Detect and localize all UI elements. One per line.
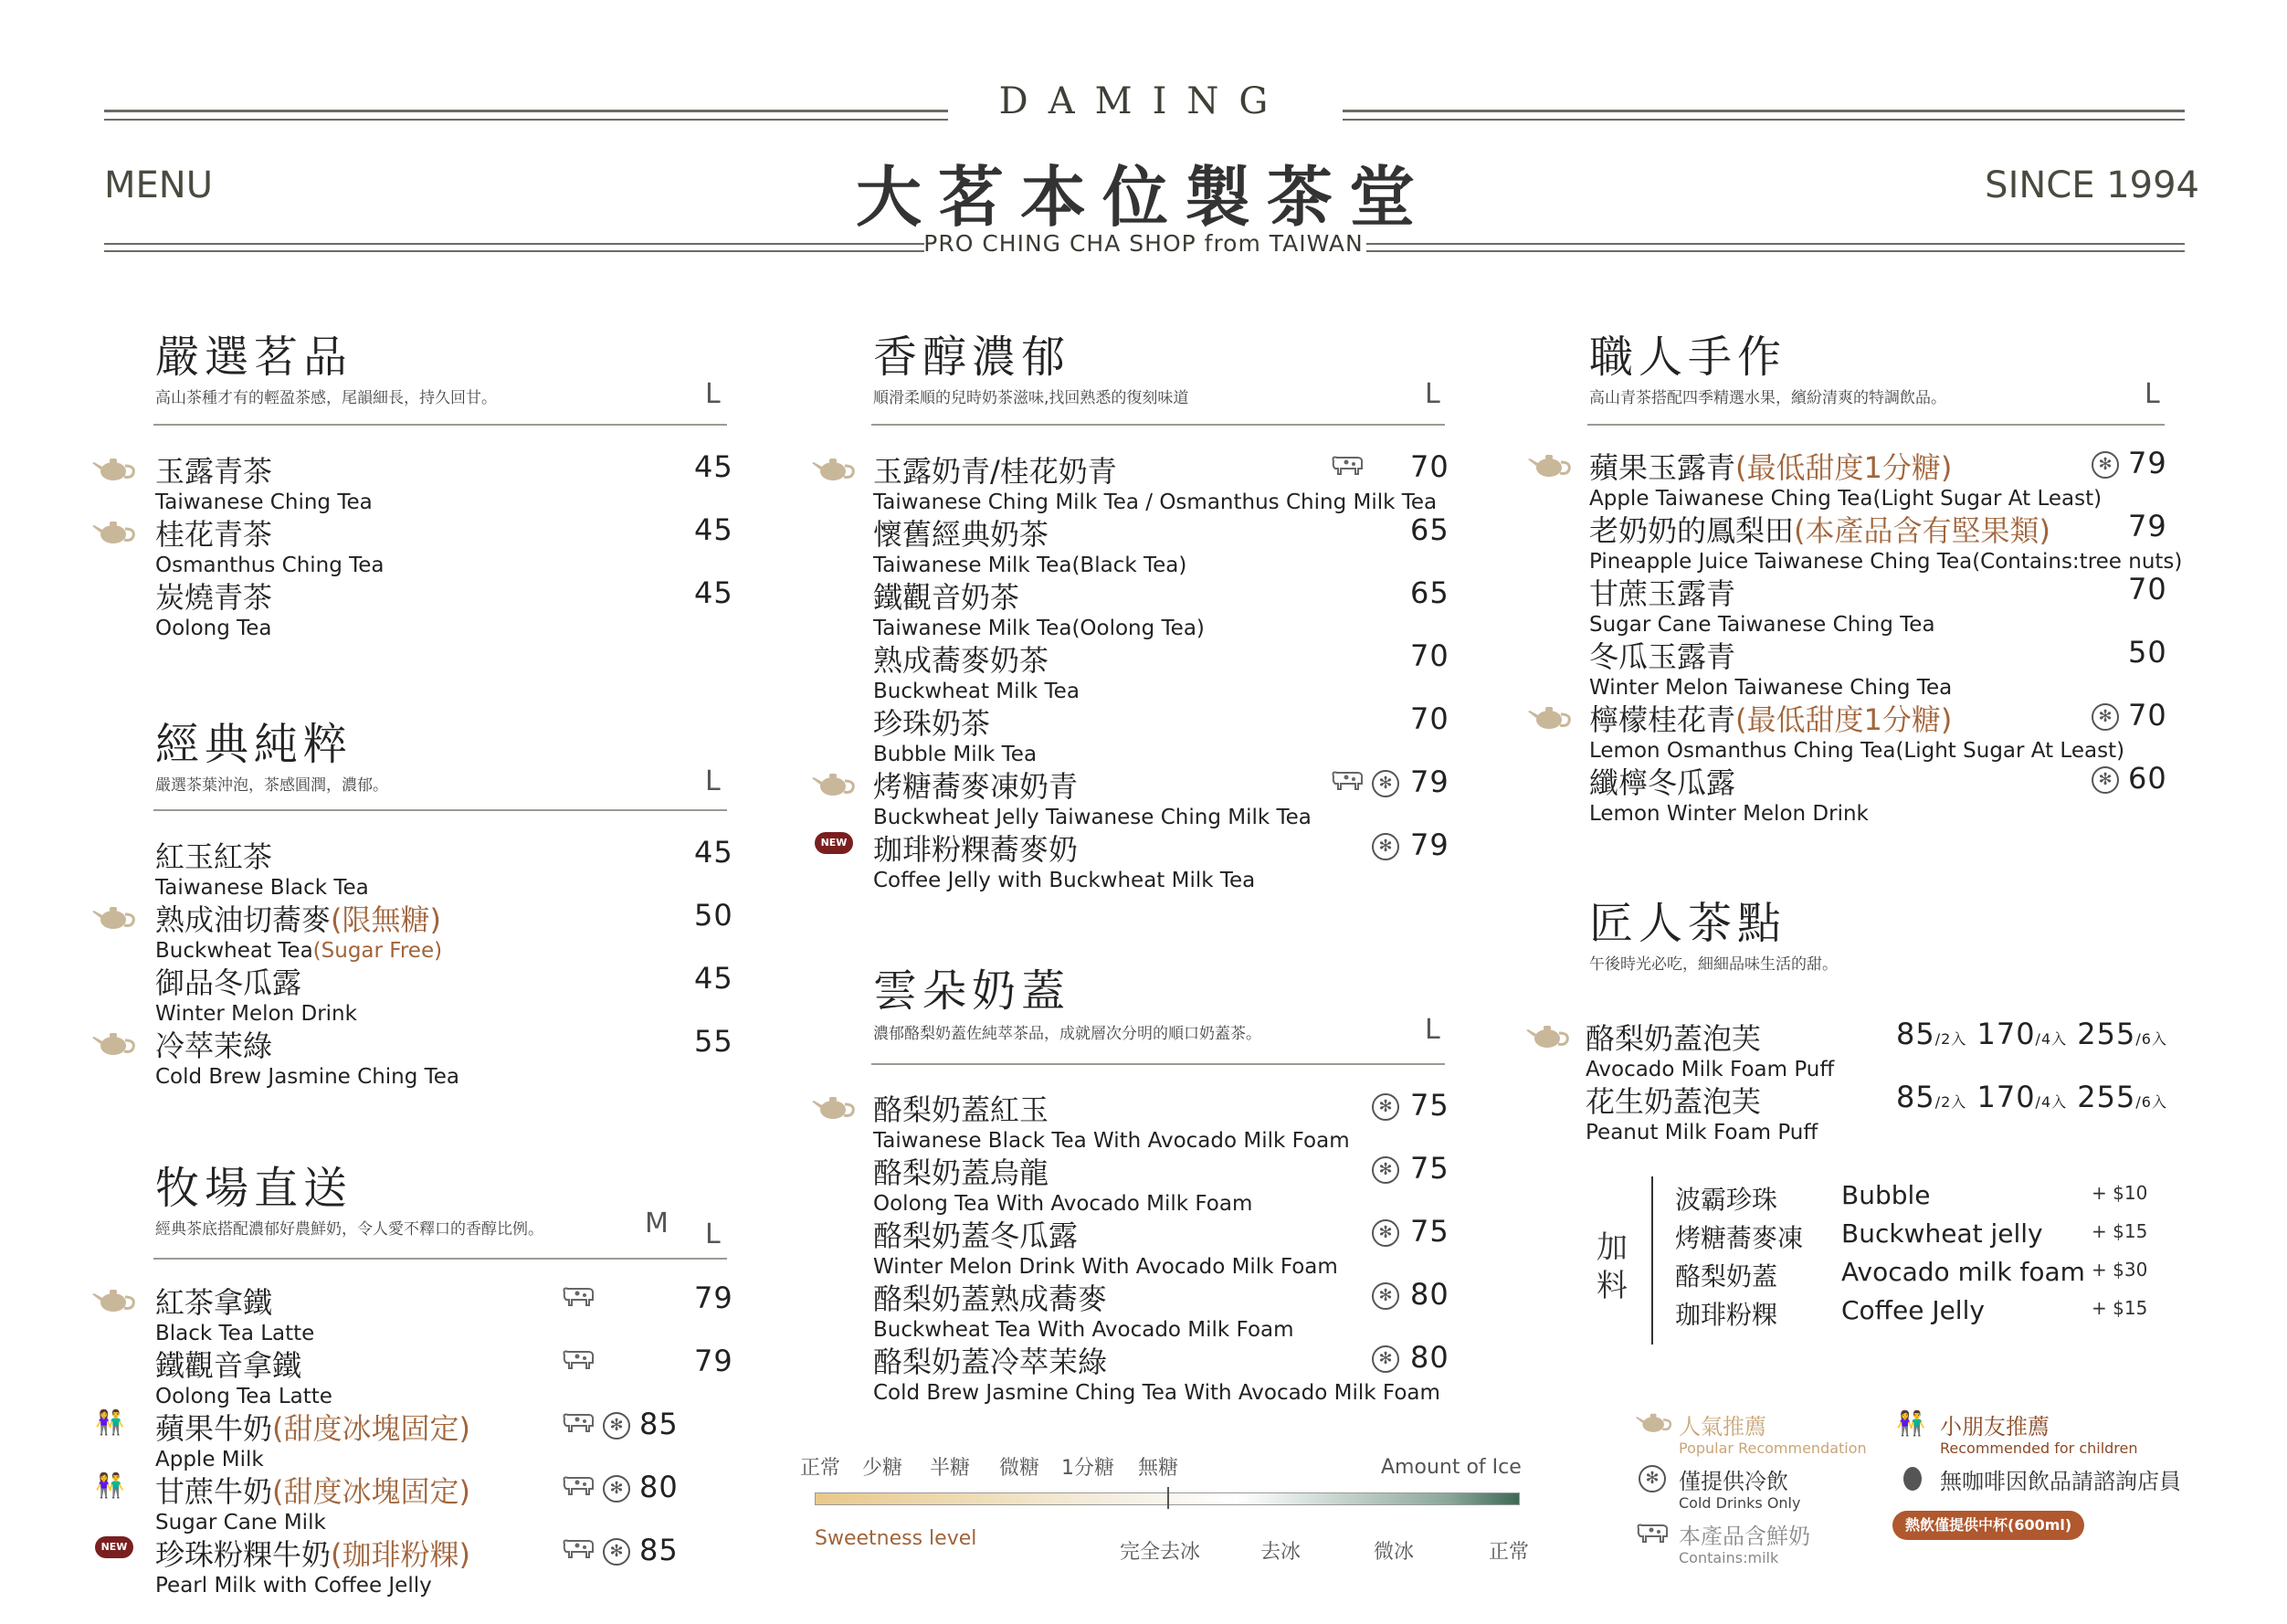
- size-header: L: [705, 378, 721, 410]
- item-price: 75: [1410, 1088, 1449, 1123]
- section-desc: 順滑柔順的兒時奶茶滋味,找回熟悉的復刻味道: [873, 389, 1189, 407]
- section-rule: [871, 1063, 1445, 1065]
- cold-only-icon: ✻: [603, 1412, 630, 1439]
- menu-item: 熟成蕎麥奶茶 Buckwheat Milk Tea: [873, 643, 1080, 703]
- menu-item: 酪梨奶蓋冬瓜露 Winter Melon Drink With Avocado Milk Foam: [873, 1218, 1338, 1279]
- brand-name-en: DAMING: [998, 80, 1289, 122]
- addon-name-cn: 珈琲粉粿: [1675, 1300, 1778, 1330]
- milk-cow-icon: [561, 1411, 595, 1433]
- cold-only-icon: ✻: [603, 1538, 630, 1566]
- menu-item: 紅茶拿鐵 Black Tea Latte: [155, 1285, 315, 1345]
- menu-item: 酪梨奶蓋泡芙 Avocado Milk Foam Puff: [1586, 1021, 1835, 1081]
- section-desc: 嚴選茶葉沖泡，茶感圓潤，濃郁。: [155, 776, 388, 795]
- ice-level: 去冰: [1260, 1541, 1302, 1564]
- section-rule: [153, 809, 727, 811]
- cold-only-icon: ✻: [2092, 703, 2119, 731]
- section-title: 香醇濃郁: [873, 332, 1071, 383]
- section-desc: 經典茶底搭配濃郁好農鮮奶，令人愛不釋口的香醇比例。: [155, 1220, 543, 1239]
- addon-price: + $10: [2092, 1182, 2148, 1204]
- size-header: L: [2145, 378, 2160, 410]
- menu-item: 懷舊經典奶茶 Taiwanese Milk Tea(Black Tea): [873, 517, 1187, 577]
- milk-cow-icon: [1330, 769, 1365, 791]
- legend-milk-en: Contains:milk: [1679, 1549, 1779, 1566]
- item-price: 79: [694, 1281, 733, 1315]
- item-price: 45: [694, 512, 733, 547]
- menu-item: 珈琲粉粿蕎麥奶 Coffee Jelly with Buckwheat Milk Tea: [873, 832, 1256, 892]
- menu-item: 炭燒青茶 Oolong Tea: [155, 580, 273, 640]
- section-rule: [153, 424, 727, 426]
- menu-item: 玉露青茶 Taiwanese Ching Tea: [155, 454, 373, 514]
- ice-level: 正常: [1489, 1541, 1530, 1564]
- addon-name-cn: 酪梨奶蓋: [1675, 1261, 1778, 1292]
- teapot-icon: [91, 1286, 137, 1313]
- teapot-icon: [1525, 1022, 1571, 1049]
- size-header-m: M: [645, 1207, 669, 1239]
- sweetness-level: 1分糖: [1061, 1457, 1114, 1480]
- puff-price-row: 85/2入 170/4入 255/6入: [1896, 1017, 2167, 1051]
- cold-only-icon: ✻: [1372, 1156, 1399, 1184]
- item-price: 79: [1410, 765, 1449, 799]
- menu-item: 纖檸冬瓜露 Lemon Winter Melon Drink: [1589, 765, 1869, 826]
- ice-level: 完全去冰: [1120, 1541, 1201, 1564]
- cold-only-icon: ✻: [603, 1475, 630, 1503]
- legend-popular-en: Popular Recommendation: [1679, 1439, 1867, 1457]
- item-price: 70: [1410, 638, 1449, 673]
- menu-item: 御品冬瓜露 Winter Melon Drink: [155, 965, 357, 1026]
- menu-item: 酪梨奶蓋烏龍 Oolong Tea With Avocado Milk Foam: [873, 1155, 1253, 1216]
- puff-price-row: 85/2入 170/4入 255/6入: [1896, 1080, 2167, 1114]
- addon-label-top: 加: [1597, 1229, 1628, 1266]
- item-price: 65: [1410, 512, 1449, 547]
- sweetness-level: 無糖: [1138, 1457, 1179, 1480]
- menu-item: 蘋果牛奶(甜度冰塊固定) Apple Milk: [155, 1411, 470, 1471]
- new-badge: NEW: [815, 832, 853, 854]
- item-price: 50: [694, 898, 733, 933]
- section-rule: [153, 1258, 727, 1260]
- addon-name-en: Coffee Jelly: [1841, 1295, 1985, 1325]
- addon-name-cn: 波霸珍珠: [1675, 1185, 1778, 1215]
- ice-title: Amount of Ice: [1381, 1456, 1522, 1479]
- legend-cold: 僅提供冷飲: [1679, 1469, 1788, 1494]
- new-badge: NEW: [95, 1536, 133, 1558]
- ice-level: 微冰: [1374, 1541, 1415, 1564]
- menu-item: 酪梨奶蓋熟成蕎麥 Buckwheat Tea With Avocado Milk Foam: [873, 1281, 1294, 1342]
- kids-icon: 👫: [95, 1472, 125, 1500]
- cold-only-icon: ✻: [1639, 1465, 1666, 1492]
- legend-decaf: 無咖啡因飲品請諮詢店員: [1940, 1469, 2181, 1494]
- item-price: 45: [694, 835, 733, 870]
- item-price: 80: [639, 1470, 679, 1504]
- item-price: 70: [2128, 572, 2167, 606]
- cold-only-icon: ✻: [2092, 451, 2119, 479]
- item-price: 70: [1410, 701, 1449, 736]
- menu-item: 冷萃茉綠 Cold Brew Jasmine Ching Tea: [155, 1028, 460, 1089]
- cold-only-icon: ✻: [1372, 1219, 1399, 1247]
- item-price: 79: [2128, 446, 2167, 480]
- addon-name-en: Buckwheat jelly: [1841, 1218, 2043, 1249]
- teapot-icon: [91, 903, 137, 931]
- item-price: 70: [2128, 698, 2167, 733]
- menu-item: 甘蔗玉露青 Sugar Cane Taiwanese Ching Tea: [1589, 576, 1935, 637]
- teapot-icon: [1635, 1410, 1673, 1434]
- legend-kids-en: Recommended for children: [1940, 1439, 2138, 1457]
- size-header: L: [1425, 378, 1440, 410]
- addon-name-en: Avocado milk foam: [1841, 1257, 2085, 1287]
- teapot-icon: [91, 1029, 137, 1057]
- coffee-bean-icon: [1903, 1467, 1922, 1491]
- menu-item: 甘蔗牛奶(甜度冰塊固定) Sugar Cane Milk: [155, 1474, 470, 1534]
- section-title: 經典純粹: [155, 719, 353, 770]
- menu-item: 玉露奶青/桂花奶青 Taiwanese Ching Milk Tea / Osmanthus Ching Milk Tea: [873, 454, 1438, 514]
- sweet-title: Sweetness level: [815, 1527, 977, 1550]
- legend-popular: 人氣推薦: [1679, 1414, 1766, 1439]
- section-rule: [871, 424, 1445, 426]
- section-title: 職人手作: [1589, 332, 1787, 383]
- addon-label-bottom: 料: [1597, 1268, 1628, 1304]
- item-price: 50: [2128, 635, 2167, 670]
- kids-icon: 👫: [1896, 1410, 1926, 1438]
- menu-item: 鐵觀音拿鐵 Oolong Tea Latte: [155, 1348, 332, 1408]
- legend-kids: 小朋友推薦: [1940, 1414, 2050, 1439]
- milk-cow-icon: [561, 1348, 595, 1370]
- sweetness-level: 少糖: [862, 1457, 903, 1480]
- cold-only-icon: ✻: [1372, 1093, 1399, 1121]
- section-desc: 濃郁酪梨奶蓋佐純萃茶品，成就層次分明的順口奶蓋茶。: [873, 1025, 1261, 1043]
- milk-cow-icon: [1330, 454, 1365, 476]
- addon-name-en: Bubble: [1841, 1180, 1931, 1210]
- size-header: L: [705, 765, 721, 797]
- menu-item: 蘋果玉露青(最低甜度1分糖) Apple Taiwanese Ching Tea(Light Sugar At Least): [1589, 450, 2103, 511]
- menu-item: 花生奶蓋泡芙 Peanut Milk Foam Puff: [1586, 1084, 1818, 1144]
- menu-item: 鐵觀音奶茶 Taiwanese Milk Tea(Oolong Tea): [873, 580, 1205, 640]
- kids-icon: 👫: [95, 1409, 125, 1437]
- teapot-icon: [91, 518, 137, 545]
- item-price: 45: [694, 575, 733, 610]
- cold-only-icon: ✻: [1372, 833, 1399, 860]
- menu-item: 珍珠奶茶 Bubble Milk Tea: [873, 706, 1038, 766]
- item-price: 70: [1410, 449, 1449, 484]
- item-price: 85: [639, 1533, 679, 1567]
- item-price: 65: [1410, 575, 1449, 610]
- item-price: 75: [1410, 1151, 1449, 1186]
- addon-price: + $15: [2092, 1297, 2148, 1319]
- item-price: 75: [1410, 1214, 1449, 1249]
- menu-item: 熟成油切蕎麥(限無糖) Buckwheat Tea(Sugar Free): [155, 902, 443, 963]
- item-price: 45: [694, 961, 733, 996]
- addon-name-cn: 烤糖蕎麥凍: [1675, 1223, 1804, 1253]
- section-title: 牧場直送: [155, 1163, 353, 1214]
- milk-cow-icon: [1635, 1522, 1670, 1544]
- teapot-icon: [811, 455, 857, 482]
- teapot-icon: [811, 1093, 857, 1121]
- since-label: SINCE 1994: [1985, 164, 2199, 206]
- item-price: 79: [694, 1344, 733, 1378]
- scale-midpoint: [1167, 1487, 1169, 1509]
- addon-price: + $15: [2092, 1220, 2148, 1242]
- cold-only-icon: ✻: [1372, 770, 1399, 797]
- item-price: 80: [1410, 1340, 1449, 1375]
- addon-divider: [1651, 1176, 1653, 1345]
- milk-cow-icon: [561, 1285, 595, 1307]
- size-header: L: [705, 1218, 721, 1250]
- section-title: 匠人茶點: [1589, 898, 1787, 949]
- menu-item: 酪梨奶蓋冷萃茉綠 Cold Brew Jasmine Ching Tea With Avocado Milk Foam: [873, 1345, 1440, 1405]
- item-price: 79: [2128, 509, 2167, 543]
- legend-cold-en: Cold Drinks Only: [1679, 1494, 1801, 1512]
- item-price: 85: [639, 1407, 679, 1441]
- teapot-icon: [91, 455, 137, 482]
- section-title: 嚴選茗品: [155, 332, 353, 383]
- teapot-icon: [1527, 451, 1573, 479]
- menu-item: 桂花青茶 Osmanthus Ching Tea: [155, 517, 385, 577]
- menu-item: 紅玉紅茶 Taiwanese Black Tea: [155, 839, 369, 900]
- brand-name-cn: 大茗本位製茶堂: [855, 159, 1431, 236]
- item-price: 55: [694, 1024, 733, 1059]
- teapot-icon: [1527, 703, 1573, 731]
- milk-cow-icon: [561, 1537, 595, 1559]
- cold-only-icon: ✻: [2092, 766, 2119, 794]
- size-header: L: [1425, 1014, 1440, 1046]
- section-desc: 午後時光必吃，細細品味生活的甜。: [1589, 955, 1838, 974]
- menu-item: 冬瓜玉露青 Winter Melon Taiwanese Ching Tea: [1589, 639, 1953, 700]
- menu-label: MENU: [104, 164, 213, 206]
- section-desc: 高山茶種才有的輕盈茶感，尾韻細長，持久回甘。: [155, 389, 497, 407]
- item-price: 80: [1410, 1277, 1449, 1312]
- item-price: 60: [2128, 761, 2167, 796]
- sweetness-level: 半糖: [930, 1457, 971, 1480]
- cold-only-icon: ✻: [1372, 1282, 1399, 1310]
- menu-item: 檸檬桂花青(最低甜度1分糖) Lemon Osmanthus Ching Tea(Light Sugar At Least): [1589, 702, 2125, 763]
- brand-subtitle: PRO CHING CHA SHOP from TAIWAN: [923, 230, 1364, 257]
- addon-price: + $30: [2092, 1259, 2148, 1281]
- hot-drink-badge: 熱飲僅提供中杯(600ml): [1892, 1511, 2084, 1540]
- teapot-icon: [811, 770, 857, 797]
- section-title: 雲朵奶蓋: [873, 965, 1071, 1017]
- sweetness-level: 正常: [800, 1457, 841, 1480]
- menu-item: 珍珠粉粿牛奶(珈琲粉粿) Pearl Milk with Coffee Jelly: [155, 1537, 470, 1598]
- sweetness-level: 微糖: [999, 1457, 1040, 1480]
- item-price: 45: [694, 449, 733, 484]
- menu-item: 烤糖蕎麥凍奶青 Buckwheat Jelly Taiwanese Ching Milk Tea: [873, 769, 1312, 829]
- menu-item: 老奶奶的鳳梨田(本產品含有堅果類) Pineapple Juice Taiwanese Ching Tea(Contains:tree nuts): [1589, 513, 2183, 574]
- legend-milk: 本產品含鮮奶: [1679, 1524, 1810, 1549]
- item-price: 79: [1410, 828, 1449, 862]
- milk-cow-icon: [561, 1474, 595, 1496]
- cold-only-icon: ✻: [1372, 1345, 1399, 1373]
- menu-item: 酪梨奶蓋紅玉 Taiwanese Black Tea With Avocado Milk Foam: [873, 1092, 1350, 1153]
- section-desc: 高山青茶搭配四季精選水果，繽紛清爽的特調飲品。: [1589, 389, 1946, 407]
- section-rule: [1587, 424, 2165, 426]
